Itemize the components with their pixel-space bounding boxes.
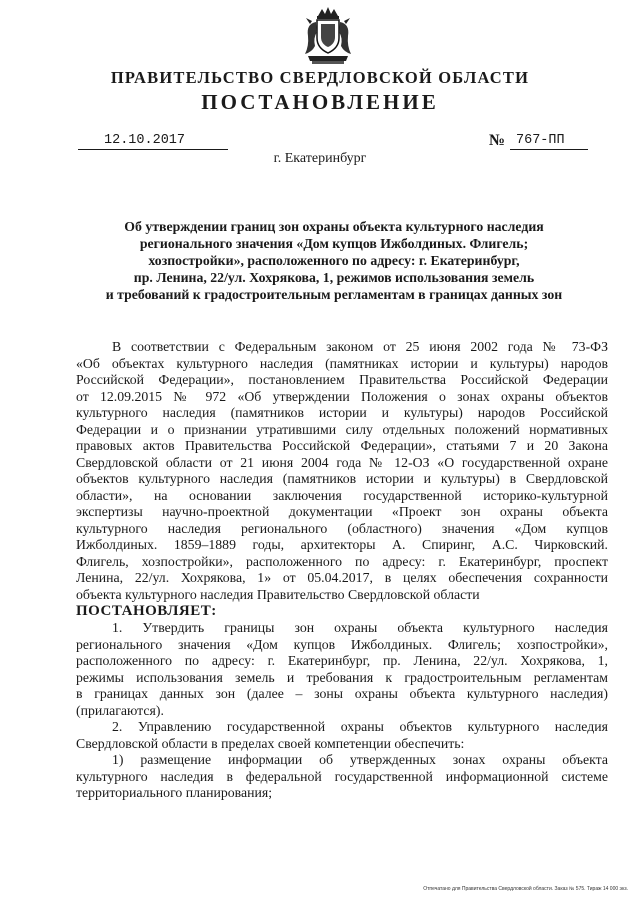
heading-line: пр. Ленина, 22/ул. Хохрякова, 1, режимов использования земель [133, 270, 535, 285]
heading-line: хозпостройки», расположенного по адресу: г. Екатеринбург, [148, 253, 520, 268]
heading-line: Об утверждении границ зон охраны объекта культурного наследия [124, 219, 544, 234]
resolves-label: ПОСТАНОВЛЯЕТ: [76, 603, 217, 619]
text-line: регионального значения «Дом купцов Ижболдиных. Флигель; хозпостройки», [76, 636, 608, 652]
item-2-1 [76, 752, 608, 802]
text-line: экспертизы научно-проектной документации «Проект зон охраны объекта [76, 504, 608, 519]
text-line: (прилагаются). [76, 702, 164, 718]
heading-line: регионального значения «Дом купцов Ижболдиных. Флигель; [139, 236, 529, 251]
preamble-paragraph [76, 339, 608, 603]
text-line: объектов культурного наследия (памятников истории и культуры) в Свердловской [76, 471, 608, 486]
print-footer: Отпечатано для Правительства Свердловской области. Заказ № 575. Тираж 14 000 экз. [423, 886, 628, 892]
text-line: Свердловской области в пределах своей компетенции обеспечить: [76, 735, 465, 751]
government-title: ПРАВИТЕЛЬСТВО СВЕРДЛОВСКОЙ ОБЛАСТИ [110, 68, 530, 87]
text-line: культурного наследия регионального (областного) значения «Дом купцов [76, 520, 608, 536]
text-line: территориального планирования; [76, 785, 273, 800]
text-line: режимы использования земель и требования к градостроительным регламентам [76, 669, 608, 685]
document-heading [70, 218, 598, 303]
text-line: Федерации и о признании утратившими силу отдельных положений нормативных [76, 421, 608, 437]
text-line: в границах данных зон (далее – зоны охраны объекта культурного наследия) [76, 686, 608, 701]
document-type: ПОСТАНОВЛЕНИЕ [201, 90, 439, 114]
text-line: Флигель, хозпостройки», расположенного по адресу: г. Екатеринбург, проспект [76, 553, 608, 569]
date-field: 12.10.2017 [78, 132, 228, 150]
text-line: культурного наследия в федеральной государственной информационной системе [76, 768, 608, 784]
text-line: от 12.09.2015 № 972 «Об утверждении Положения о зонах охраны объектов [76, 388, 608, 404]
text-line: «Об объектах культурного наследия (памятниках истории и культуры) народов [76, 355, 608, 371]
heading-line: и требований к градостроительным регламентам в границах данных зон [105, 287, 563, 302]
item-1 [76, 620, 608, 719]
text-line: культурного наследия (памятников истории и культуры) народов Российской [76, 405, 608, 420]
text-line: объекта культурного наследия Правительство Свердловской области [76, 586, 480, 602]
text-line: Ленина, 22/ул. Хохрякова, 1» от 05.04.2017, в целях обеспечения сохранности [76, 570, 608, 585]
text-line: 1) размещение информации об утвержденных зонах охраны объекта [112, 752, 608, 767]
text-line: 2. Управлению государственной охраны объектов культурного наследия [112, 719, 608, 734]
document-body [76, 339, 608, 802]
text-line: Российской Федерации», постановлением Правительства Российской Федерации [76, 372, 608, 387]
number-label: № [489, 132, 506, 149]
text-line: В соответствии с Федеральным законом от 25 июня 2002 года № 73-ФЗ [112, 339, 608, 354]
city: г. Екатеринбург [273, 151, 367, 166]
text-line: расположенного по адресу: г. Екатеринбург, пр. Ленина, 22/ул. Хохрякова, 1, [76, 653, 608, 668]
document-number: 767-ПП [510, 132, 588, 150]
text-line: правовых актов Правительства Российской Федерации», статьями 7 и 20 Закона [76, 438, 608, 453]
item-2 [76, 719, 608, 752]
text-line: области», на основании заключения государственной историко-культурной [76, 487, 608, 503]
coat-of-arms-icon [300, 6, 356, 66]
text-line: Свердловской области от 21 июня 2004 года № 12-ОЗ «О государственной охране [76, 454, 608, 470]
text-line: 1. Утвердить границы зон охраны объекта культурного наследия [112, 620, 608, 635]
text-line: Ижболдиных. 1859–1889 годы, архитекторы А. Спиринг, А.С. Чирковский. [76, 537, 608, 552]
